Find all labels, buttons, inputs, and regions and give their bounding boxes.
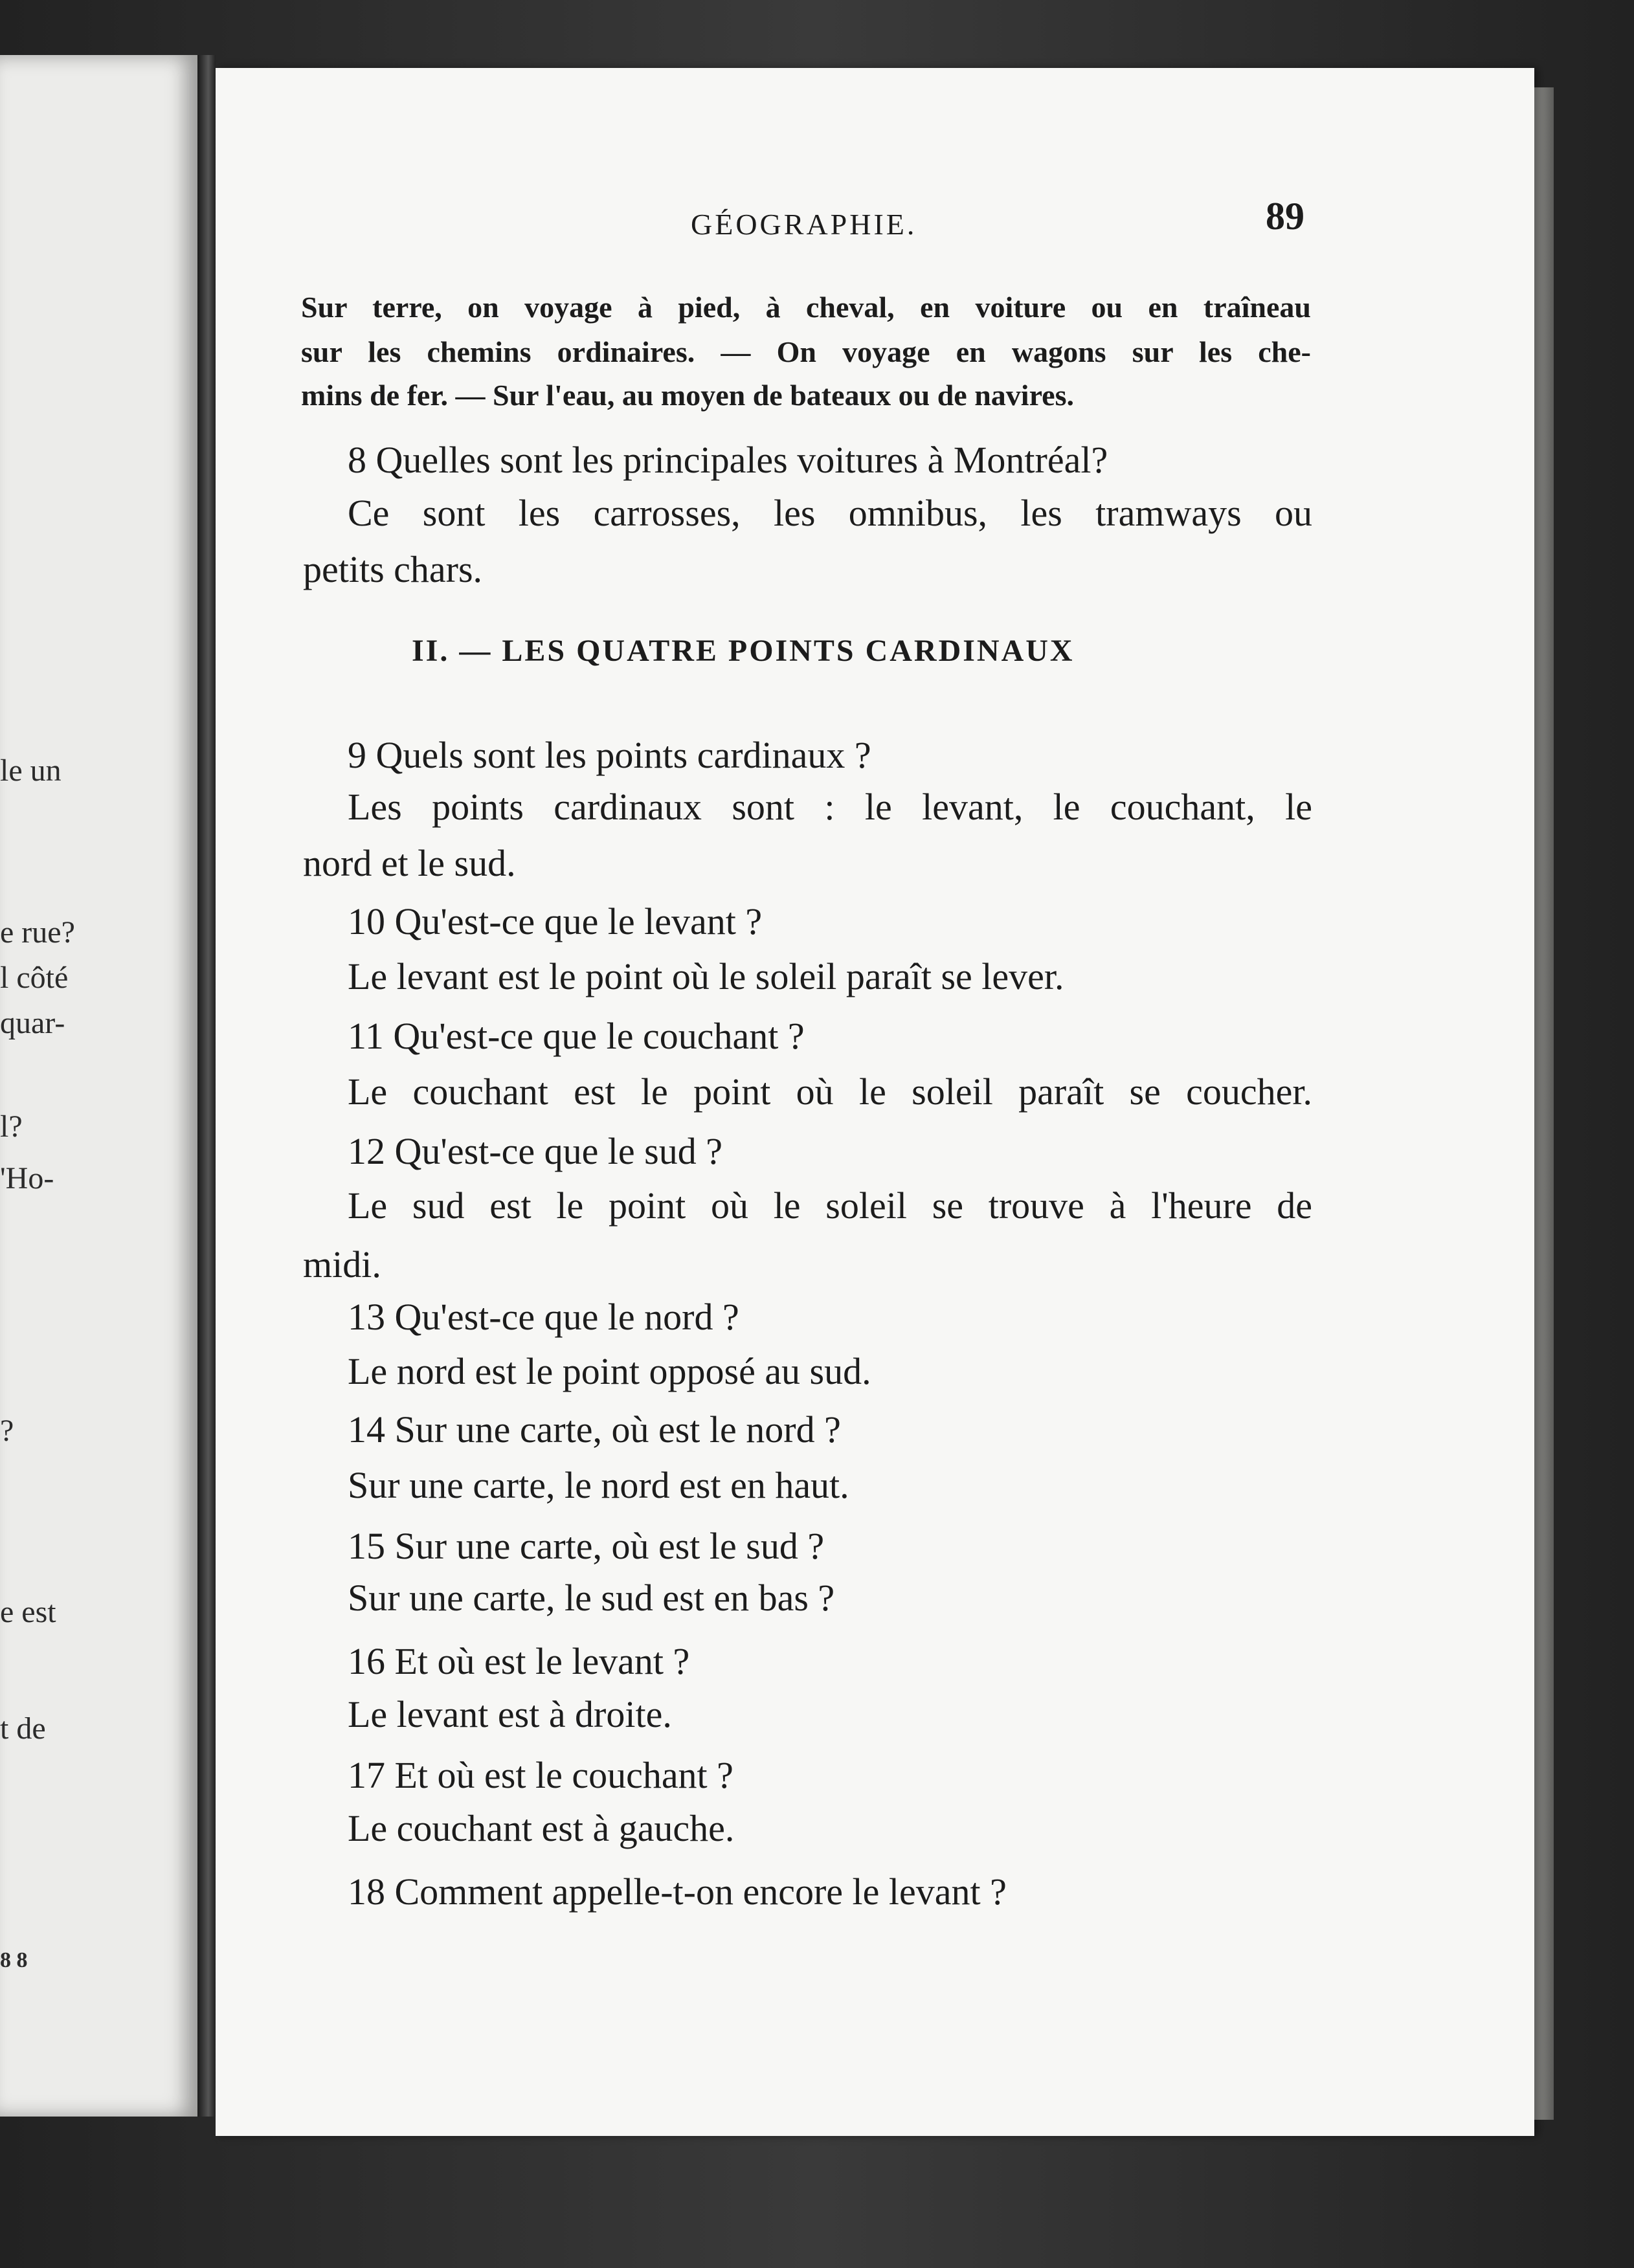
question: 9 Quels sont les points cardinaux ?	[348, 734, 871, 776]
question: 10 Qu'est-ce que le levant ?	[348, 900, 763, 942]
answer-line: Ce sont les carrosses, les omnibus, les tramways ou	[348, 492, 1312, 534]
note-line: sur les chemins ordinaires. — On voyage en wagons sur les che-	[301, 335, 1311, 368]
answer-line: midi.	[303, 1243, 381, 1285]
answer-line: petits chars.	[303, 548, 483, 590]
answer-line: Les points cardinaux sont : le levant, le couchant, le	[348, 786, 1312, 828]
left-fragment: 8 8	[0, 1948, 28, 1972]
question: 12 Qu'est-ce que le sud ?	[348, 1130, 722, 1172]
answer-line: Le couchant est à gauche.	[348, 1807, 735, 1849]
section-heading: II. — LES QUATRE POINTS CARDINAUX	[412, 634, 1075, 668]
left-fragment: l côté	[0, 961, 69, 995]
answer-line: Sur une carte, le nord est en haut.	[348, 1464, 849, 1506]
question: 15 Sur une carte, où est le sud ?	[348, 1525, 825, 1567]
left-page	[0, 55, 197, 2117]
question: 11 Qu'est-ce que le couchant ?	[348, 1015, 805, 1057]
question: 13 Qu'est-ce que le nord ?	[348, 1296, 739, 1338]
left-fragment: quar-	[0, 1006, 65, 1040]
left-fragment: t de	[0, 1711, 46, 1746]
question: 16 Et où est le levant ?	[348, 1640, 690, 1682]
note-line: Sur terre, on voyage à pied, à cheval, en voiture ou en traîneau	[301, 291, 1311, 324]
left-fragment: 'Ho-	[0, 1161, 54, 1195]
question: 17 Et où est le couchant ?	[348, 1754, 733, 1796]
page-number: 89	[1266, 195, 1304, 238]
answer-line: Le nord est le point opposé au sud.	[348, 1350, 871, 1392]
running-header: GÉOGRAPHIE.	[691, 208, 917, 241]
question: 18 Comment appelle-t-on encore le levant ?	[348, 1871, 1007, 1913]
book-gutter	[197, 55, 216, 2117]
left-fragment: ?	[0, 1414, 14, 1448]
left-fragment: l?	[0, 1109, 23, 1144]
note-line: mins de fer. — Sur l'eau, au moyen de bateaux ou de navires.	[301, 379, 1074, 412]
answer-line: Le levant est le point où le soleil paraît se lever.	[348, 955, 1064, 997]
question-8: 8 Quelles sont les principales voitures à Montréal?	[348, 439, 1108, 481]
answer-line: Sur une carte, le sud est en bas ?	[348, 1577, 835, 1619]
answer-line: Le couchant est le point où le soleil paraît se coucher.	[348, 1071, 1312, 1113]
left-fragment: e rue?	[0, 915, 75, 950]
question: 14 Sur une carte, où est le nord ?	[348, 1408, 841, 1451]
left-fragment: e est	[0, 1595, 56, 1629]
answer-line: Le levant est à droite.	[348, 1693, 672, 1735]
answer-line: Le sud est le point où le soleil se trouve à l'heure de	[348, 1184, 1312, 1227]
left-fragment: le un	[0, 753, 62, 788]
answer-line: nord et le sud.	[303, 842, 516, 884]
